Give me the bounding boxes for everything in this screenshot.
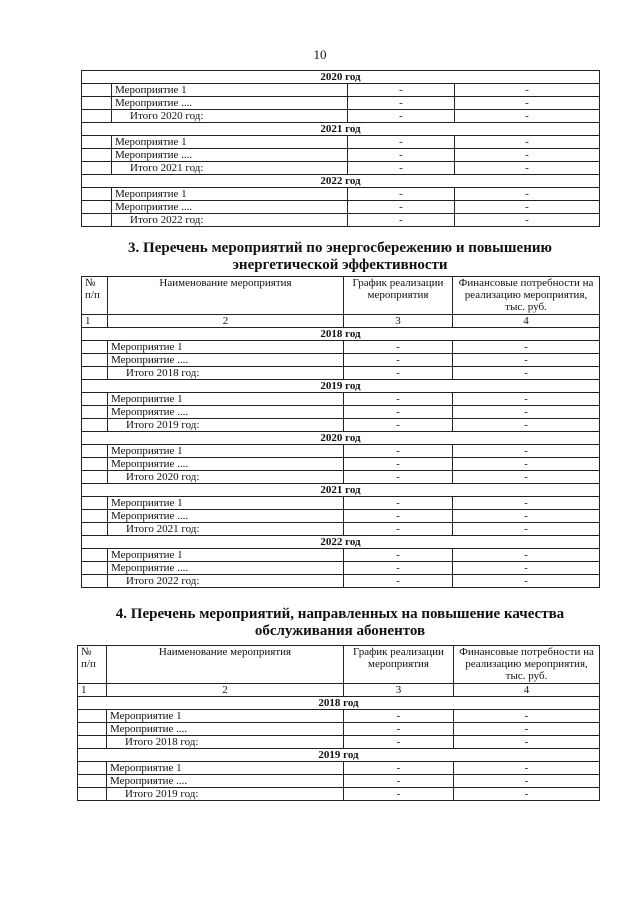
section-4-title: 4. Перечень мероприятий, направленных на повышение качества обслуживания абонентов xyxy=(115,606,565,639)
dash-cell: - xyxy=(454,775,600,788)
dash-cell: - xyxy=(453,471,600,484)
total-label: Итого 2018 год: xyxy=(108,367,344,380)
activity-name: Мероприятие .... xyxy=(108,510,344,523)
dash-cell: - xyxy=(344,710,454,723)
dash-cell: - xyxy=(454,762,600,775)
table-cell xyxy=(82,523,108,536)
dash-cell: - xyxy=(453,419,600,432)
col-header-schedule: График реализации мероприятия xyxy=(344,277,453,315)
table-section-3 xyxy=(81,276,600,588)
table-section-4 xyxy=(77,645,600,801)
dash-cell: - xyxy=(344,762,454,775)
activity-name: Мероприятие 1 xyxy=(112,188,348,201)
total-label: Итого 2019 год: xyxy=(108,419,344,432)
dash-cell: - xyxy=(455,188,600,201)
dash-cell: - xyxy=(344,723,454,736)
year-row: 2020 год xyxy=(82,432,600,445)
activity-name: Мероприятие 1 xyxy=(108,497,344,510)
activity-name: Мероприятие .... xyxy=(108,406,344,419)
dash-cell: - xyxy=(455,136,600,149)
table-cell xyxy=(78,762,107,775)
column-number-cell: 4 xyxy=(453,315,600,328)
dash-cell: - xyxy=(344,562,453,575)
total-label: Итого 2022 год: xyxy=(108,575,344,588)
dash-cell: - xyxy=(344,341,453,354)
table-cell xyxy=(82,458,108,471)
year-row: 2022 год xyxy=(82,175,600,188)
col-header-name: Наименование мероприятия xyxy=(107,646,344,684)
dash-cell: - xyxy=(344,736,454,749)
table-cell xyxy=(82,445,108,458)
year-row: 2020 год xyxy=(82,71,600,84)
activity-name: Мероприятие 1 xyxy=(108,393,344,406)
year-row: 2021 год xyxy=(82,484,600,497)
dash-cell: - xyxy=(453,523,600,536)
dash-cell: - xyxy=(453,354,600,367)
table-cell xyxy=(82,497,108,510)
column-number-cell: 2 xyxy=(108,315,344,328)
dash-cell: - xyxy=(344,523,453,536)
activity-name: Мероприятие .... xyxy=(112,149,348,162)
column-number-cell: 1 xyxy=(78,684,107,697)
dash-cell: - xyxy=(454,788,600,801)
dash-cell: - xyxy=(344,419,453,432)
table-cell xyxy=(78,723,107,736)
total-label: Итого 2019 год: xyxy=(107,788,344,801)
table-cell xyxy=(82,419,108,432)
table-cell xyxy=(82,367,108,380)
col-header-number: № п/п xyxy=(78,646,107,684)
activity-name: Мероприятие .... xyxy=(108,458,344,471)
table-cell xyxy=(82,549,108,562)
col-header-finance: Финансовые потребности на реализацию мероприятия, тыс. руб. xyxy=(453,277,600,315)
dash-cell: - xyxy=(453,549,600,562)
dash-cell: - xyxy=(455,201,600,214)
dash-cell: - xyxy=(344,510,453,523)
table-continuation xyxy=(81,70,600,227)
dash-cell: - xyxy=(455,149,600,162)
year-row: 2021 год xyxy=(82,123,600,136)
dash-cell: - xyxy=(455,97,600,110)
dash-cell: - xyxy=(455,162,600,175)
dash-cell: - xyxy=(344,775,454,788)
column-number-cell: 3 xyxy=(344,684,454,697)
col-header-schedule: График реализации мероприятия xyxy=(344,646,454,684)
table-cell xyxy=(82,136,112,149)
table-cell xyxy=(82,575,108,588)
activity-name: Мероприятие .... xyxy=(108,562,344,575)
activity-name: Мероприятие .... xyxy=(112,97,348,110)
table-cell xyxy=(78,775,107,788)
activity-name: Мероприятие 1 xyxy=(112,84,348,97)
dash-cell: - xyxy=(348,149,455,162)
dash-cell: - xyxy=(344,393,453,406)
dash-cell: - xyxy=(344,549,453,562)
year-row: 2022 год xyxy=(82,536,600,549)
dash-cell: - xyxy=(348,97,455,110)
dash-cell: - xyxy=(453,406,600,419)
dash-cell: - xyxy=(348,201,455,214)
dash-cell: - xyxy=(344,471,453,484)
dash-cell: - xyxy=(344,458,453,471)
col-header-finance: Финансовые потребности на реализацию мероприятия, тыс. руб. xyxy=(454,646,600,684)
dash-cell: - xyxy=(453,510,600,523)
activity-name: Мероприятие .... xyxy=(108,354,344,367)
page-number: 10 xyxy=(313,47,327,62)
table-cell xyxy=(82,97,112,110)
dash-cell: - xyxy=(348,188,455,201)
dash-cell: - xyxy=(455,110,600,123)
dash-cell: - xyxy=(344,367,453,380)
table-cell xyxy=(82,149,112,162)
table-cell xyxy=(82,110,112,123)
year-row: 2018 год xyxy=(78,697,600,710)
dash-cell: - xyxy=(454,710,600,723)
table-cell xyxy=(82,341,108,354)
dash-cell: - xyxy=(344,497,453,510)
table-cell xyxy=(82,188,112,201)
total-label: Итого 2022 год: xyxy=(112,214,348,227)
total-label: Итого 2020 год: xyxy=(112,110,348,123)
activity-name: Мероприятие 1 xyxy=(107,762,344,775)
dash-cell: - xyxy=(453,445,600,458)
dash-cell: - xyxy=(453,367,600,380)
table-cell xyxy=(78,736,107,749)
dash-cell: - xyxy=(453,393,600,406)
table-cell xyxy=(82,393,108,406)
dash-cell: - xyxy=(348,136,455,149)
dash-cell: - xyxy=(344,406,453,419)
table-cell xyxy=(82,201,112,214)
activity-name: Мероприятие .... xyxy=(107,723,344,736)
year-row: 2019 год xyxy=(82,380,600,393)
table-cell xyxy=(82,471,108,484)
dash-cell: - xyxy=(348,214,455,227)
column-number-cell: 4 xyxy=(454,684,600,697)
dash-cell: - xyxy=(348,110,455,123)
activity-name: Мероприятие .... xyxy=(107,775,344,788)
activity-name: Мероприятие 1 xyxy=(108,341,344,354)
table-cell xyxy=(78,710,107,723)
column-number-cell: 2 xyxy=(107,684,344,697)
col-header-number: № п/п xyxy=(82,277,108,315)
activity-name: Мероприятие 1 xyxy=(108,445,344,458)
dash-cell: - xyxy=(455,214,600,227)
activity-name: Мероприятие 1 xyxy=(107,710,344,723)
dash-cell: - xyxy=(344,445,453,458)
total-label: Итого 2020 год: xyxy=(108,471,344,484)
total-label: Итого 2021 год: xyxy=(112,162,348,175)
dash-cell: - xyxy=(453,458,600,471)
column-number-cell: 3 xyxy=(344,315,453,328)
dash-cell: - xyxy=(455,84,600,97)
table-cell xyxy=(82,354,108,367)
dash-cell: - xyxy=(453,341,600,354)
dash-cell: - xyxy=(344,788,454,801)
dash-cell: - xyxy=(453,562,600,575)
activity-name: Мероприятие 1 xyxy=(108,549,344,562)
activity-name: Мероприятие 1 xyxy=(112,136,348,149)
activity-name: Мероприятие .... xyxy=(112,201,348,214)
dash-cell: - xyxy=(348,84,455,97)
table-cell xyxy=(82,214,112,227)
dash-cell: - xyxy=(453,497,600,510)
table-cell xyxy=(82,510,108,523)
total-label: Итого 2021 год: xyxy=(108,523,344,536)
col-header-name: Наименование мероприятия xyxy=(108,277,344,315)
dash-cell: - xyxy=(348,162,455,175)
table-cell xyxy=(82,406,108,419)
table-cell xyxy=(78,788,107,801)
dash-cell: - xyxy=(344,354,453,367)
year-row: 2019 год xyxy=(78,749,600,762)
total-label: Итого 2018 год: xyxy=(107,736,344,749)
year-row: 2018 год xyxy=(82,328,600,341)
table-cell xyxy=(82,84,112,97)
dash-cell: - xyxy=(453,575,600,588)
table-cell xyxy=(82,162,112,175)
dash-cell: - xyxy=(454,736,600,749)
table-cell xyxy=(82,562,108,575)
dash-cell: - xyxy=(344,575,453,588)
column-number-cell: 1 xyxy=(82,315,108,328)
dash-cell: - xyxy=(454,723,600,736)
section-3-title: 3. Перечень мероприятий по энергосбережению и повышению энергетической эффективности xyxy=(128,240,552,273)
